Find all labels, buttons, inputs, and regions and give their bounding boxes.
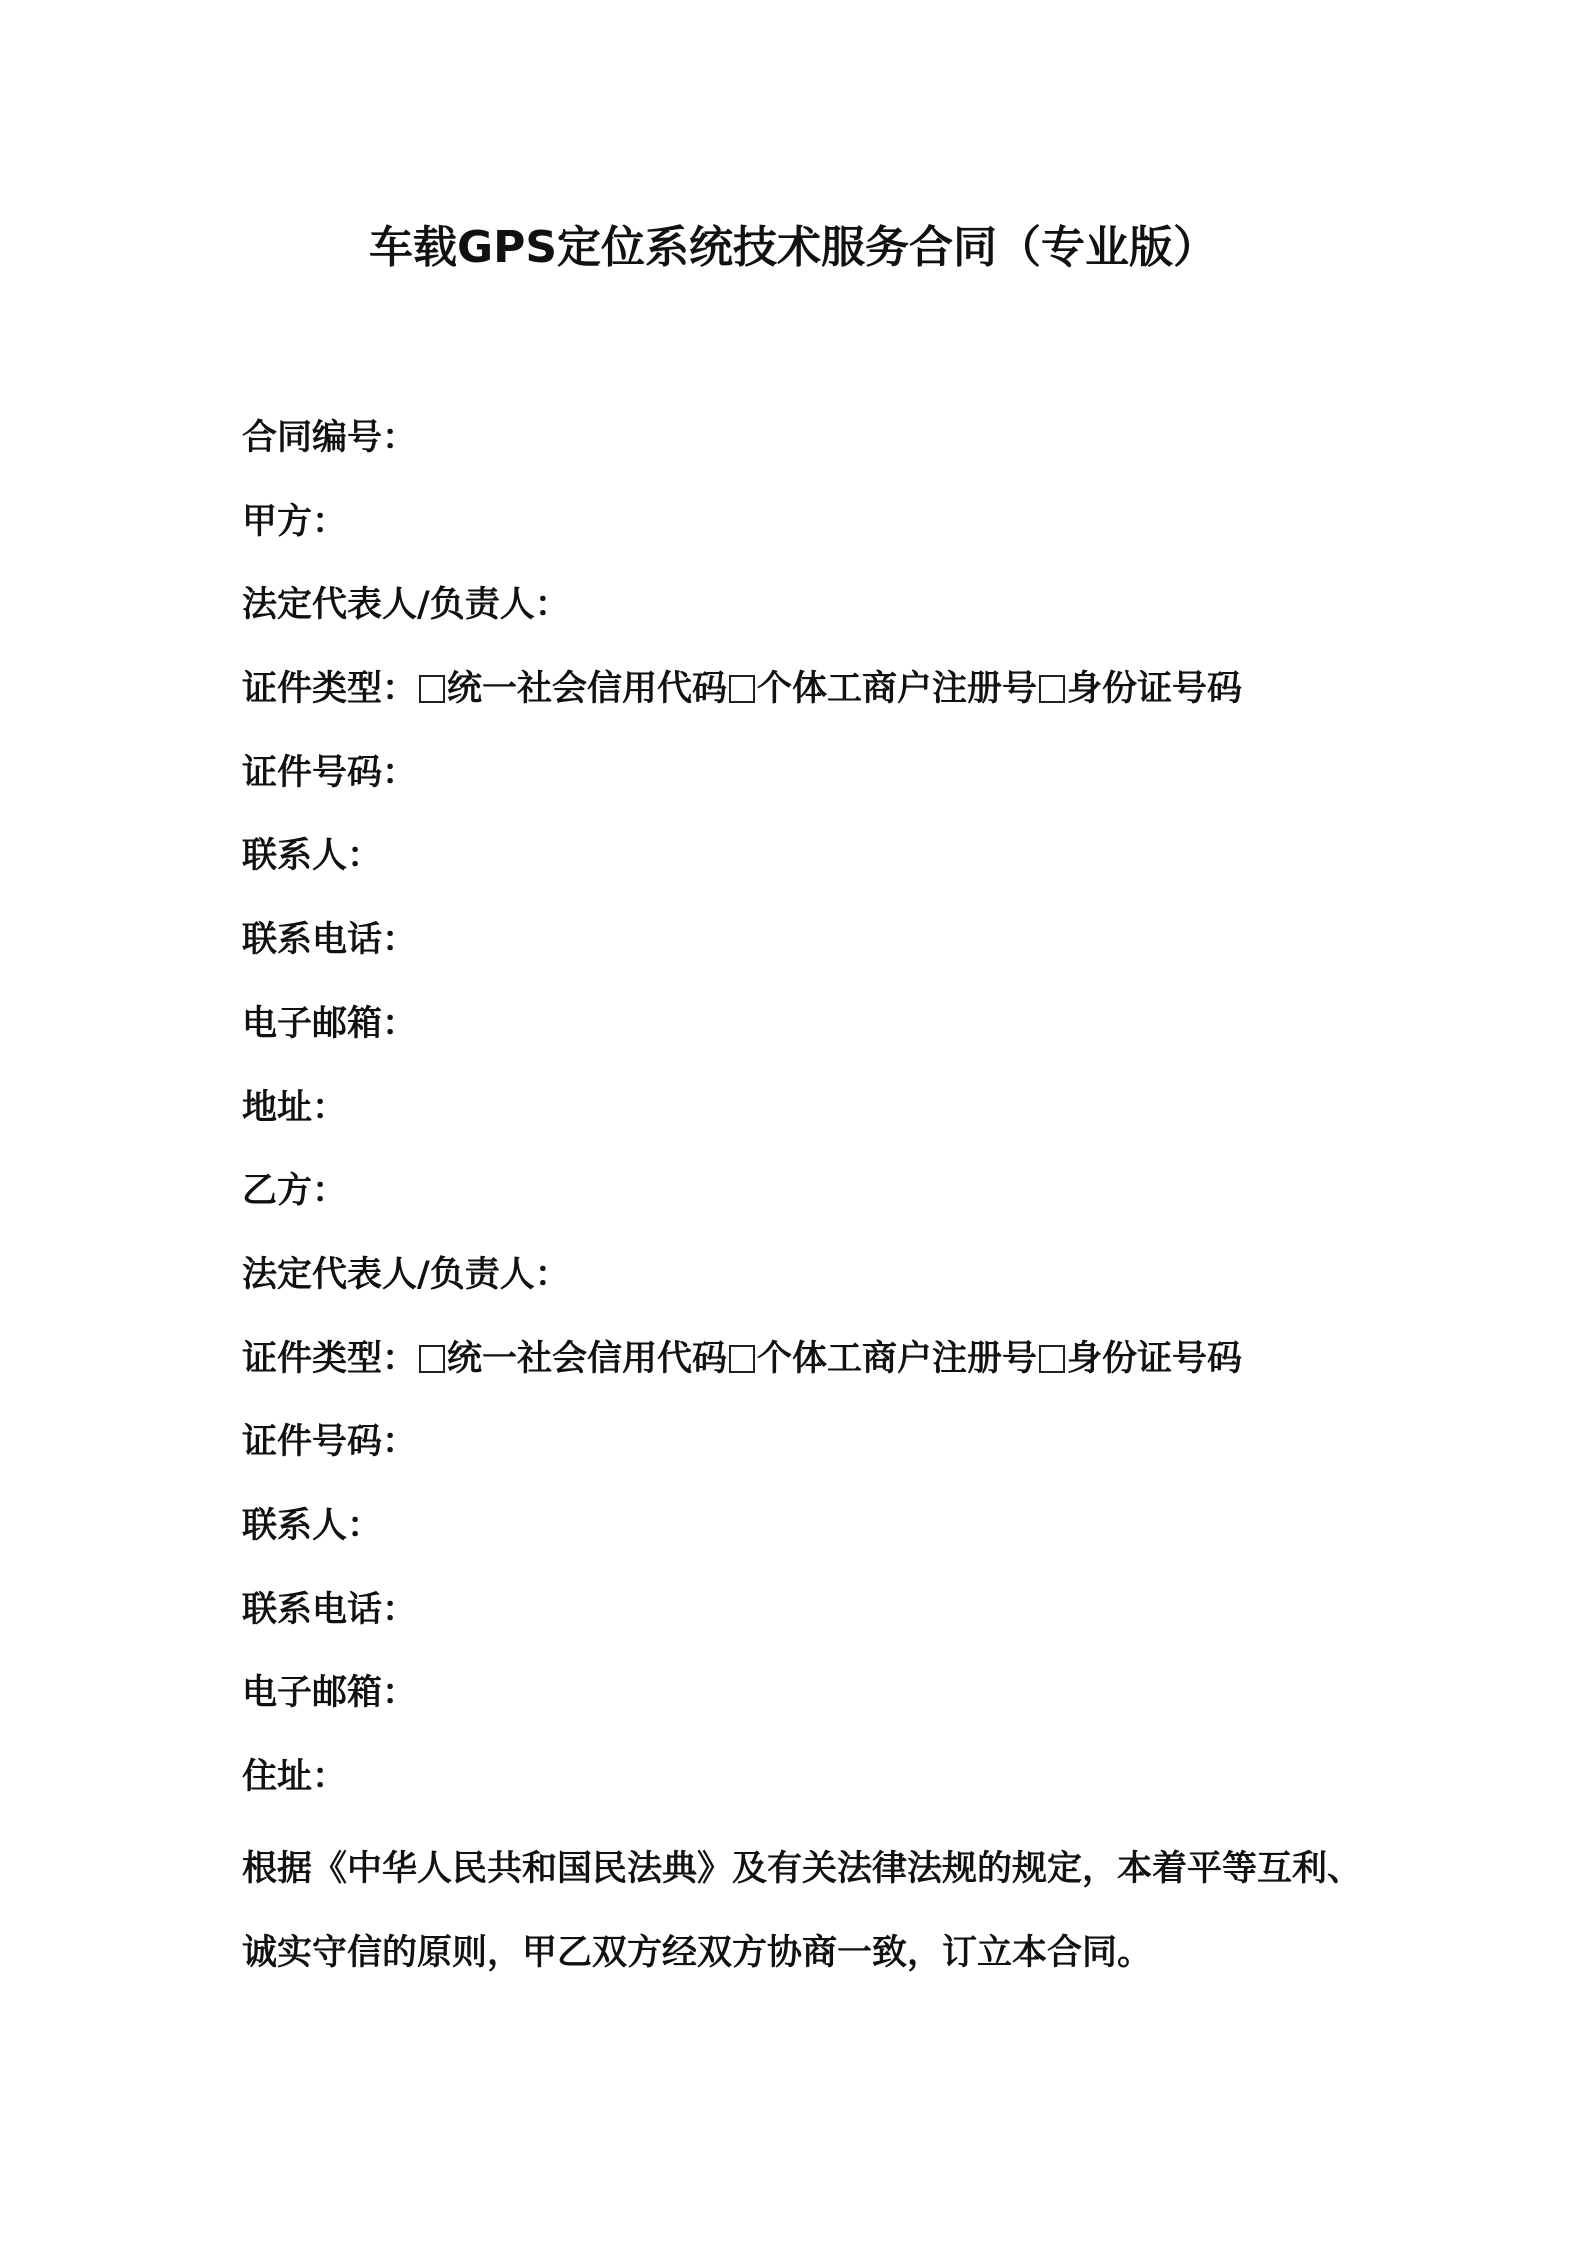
option-label: 个体工商户注册号 (757, 1338, 1038, 1379)
option-label: 个体工商户注册号 (757, 669, 1038, 710)
field-label: 联系人： (242, 836, 383, 877)
checkbox-business-registration[interactable] (729, 675, 755, 703)
option-label: 统一社会信用代码 (447, 1338, 728, 1379)
field-party-a-address (242, 1078, 1372, 1162)
contract-preamble: 根据《中华人民共和国民法典》及有关法律法规的规定，本着平等互利、诚实守信的原则，甲乙双方经双方协商一致，订立本合同。 (242, 1849, 1363, 1973)
field-label: 合同编号： (242, 418, 418, 458)
field-party-a-id-type (242, 659, 1372, 743)
field-party-b (242, 1161, 1372, 1245)
field-party-a-id-number (242, 743, 1372, 827)
field-label: 地址： (242, 1087, 348, 1128)
field-label: 法定代表人/负责人： (242, 585, 570, 626)
option-label: 身份证号码 (1067, 1338, 1243, 1379)
checkbox-unified-credit-code[interactable] (419, 1345, 445, 1373)
checkbox-unified-credit-code[interactable] (419, 675, 445, 703)
checkbox-business-registration[interactable] (729, 1345, 755, 1373)
field-party-b-address (242, 1747, 1372, 1831)
field-party-a-representative (242, 575, 1372, 659)
field-party-b-contact (242, 1496, 1372, 1580)
field-label: 法定代表人/负责人： (242, 1254, 570, 1295)
field-label: 联系电话： (242, 920, 418, 961)
document-title: 车载GPS定位系统技术服务合同（专业版） (368, 222, 1218, 273)
field-party-b-id-number (242, 1412, 1372, 1496)
party-info-fields (242, 408, 1372, 1831)
field-label: 联系人： (242, 1505, 383, 1546)
field-party-a-email (242, 994, 1372, 1078)
field-label: 住址： (242, 1757, 348, 1797)
field-party-a (242, 492, 1372, 576)
checkbox-id-card[interactable] (1039, 675, 1065, 703)
field-party-b-email (242, 1663, 1372, 1747)
field-label: 证件类型： (242, 669, 418, 710)
field-party-b-phone (242, 1580, 1372, 1664)
field-party-b-id-type (242, 1329, 1372, 1413)
option-label: 身份证号码 (1067, 669, 1243, 710)
field-label: 电子邮箱： (242, 1003, 418, 1044)
field-party-a-phone (242, 910, 1372, 994)
option-label: 统一社会信用代码 (447, 669, 728, 710)
checkbox-id-card[interactable] (1039, 1345, 1065, 1373)
field-label: 电子邮箱： (242, 1673, 418, 1714)
field-contract-number (242, 408, 1372, 492)
field-party-b-representative (242, 1245, 1372, 1329)
field-label: 证件号码： (242, 752, 418, 793)
field-label: 证件类型： (242, 1338, 418, 1379)
field-label: 甲方： (242, 501, 348, 542)
field-label: 乙方： (242, 1171, 348, 1212)
field-label: 证件号码： (242, 1422, 418, 1463)
field-party-a-contact (242, 826, 1372, 910)
field-label: 联系电话： (242, 1589, 418, 1630)
